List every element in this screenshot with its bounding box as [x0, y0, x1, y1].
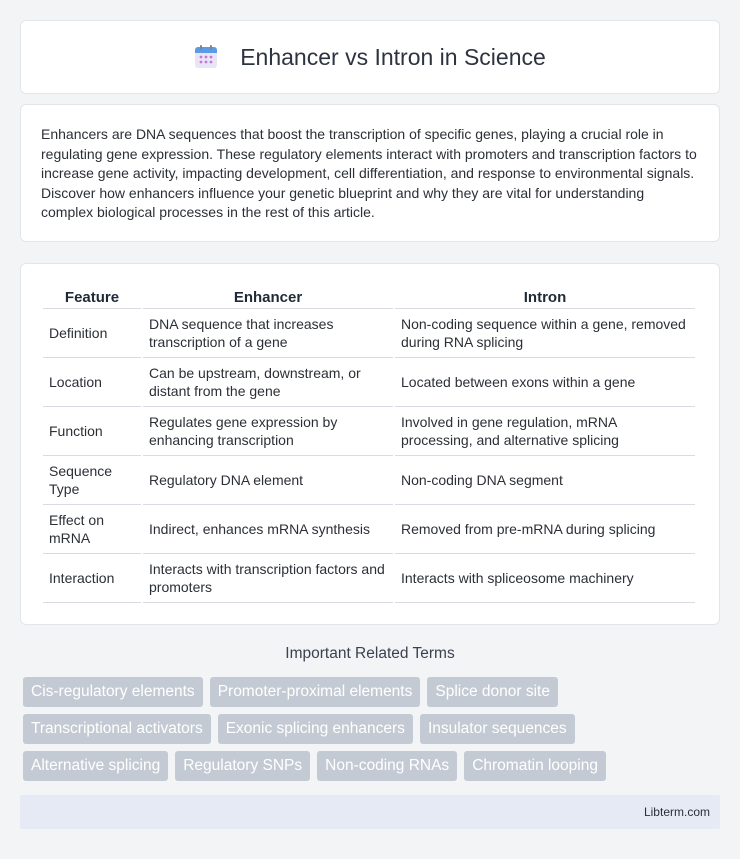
table-row: [43, 554, 695, 603]
table-row: [43, 358, 695, 407]
feature-cell: Sequence Type: [43, 456, 141, 505]
feature-cell: Interaction: [43, 554, 141, 603]
page-title: Enhancer vs Intron in Science: [240, 43, 546, 70]
feature-cell: Location: [43, 358, 141, 407]
feature-cell: Function: [43, 407, 141, 456]
related-term-tag[interactable]: Chromatin looping: [464, 751, 606, 781]
intro-paragraph: Enhancers are DNA sequences that boost the transcription of specific genes, playing a crucial role in regulating gene expression. These regulatory elements interact with promoters and transcription factors to increase gene activity, impacting development, cell differentiation, and response to environmental signals. Discover how enhancers influence your genetic blueprint and why they are vital for understanding complex biological processes in the rest of this article.: [41, 126, 697, 221]
tag-row: [23, 677, 723, 707]
enhancer-cell: Regulates gene expression by enhancing transcription: [143, 407, 393, 456]
intron-cell: Located between exons within a gene: [395, 358, 695, 407]
related-term-tag[interactable]: Splice donor site: [427, 677, 558, 707]
intron-cell: Non-coding sequence within a gene, removed during RNA splicing: [395, 309, 695, 358]
related-term-tag[interactable]: Cis-regulatory elements: [23, 677, 203, 707]
related-term-tag[interactable]: Exonic splicing enhancers: [218, 714, 413, 744]
column-header-intron: Intron: [395, 284, 695, 309]
enhancer-cell: DNA sequence that increases transcription of a gene: [143, 309, 393, 358]
enhancer-cell: Can be upstream, downstream, or distant from the gene: [143, 358, 393, 407]
related-term-tag[interactable]: Transcriptional activators: [23, 714, 211, 744]
column-header-enhancer: Enhancer: [143, 284, 393, 309]
feature-cell: Effect on mRNA: [43, 505, 141, 554]
related-term-tag[interactable]: Regulatory SNPs: [175, 751, 310, 781]
enhancer-cell: Interacts with transcription factors and promoters: [143, 554, 393, 603]
related-terms-heading: Important Related Terms: [285, 645, 455, 662]
related-term-tag[interactable]: Insulator sequences: [420, 714, 575, 744]
enhancer-cell: Regulatory DNA element: [143, 456, 393, 505]
intron-cell: Interacts with spliceosome machinery: [395, 554, 695, 603]
feature-cell: Definition: [43, 309, 141, 358]
intron-cell: Involved in gene regulation, mRNA processing, and alternative splicing: [395, 407, 695, 456]
related-term-tag[interactable]: Promoter-proximal elements: [210, 677, 421, 707]
related-term-tag[interactable]: Alternative splicing: [23, 751, 168, 781]
related-terms-list: [23, 677, 723, 788]
footer-brand-link[interactable]: Libterm.com: [643, 805, 710, 819]
column-header-feature: Feature: [43, 284, 141, 309]
calendar-icon: [194, 45, 218, 69]
enhancer-cell: Indirect, enhances mRNA synthesis: [143, 505, 393, 554]
comparison-table-card: [20, 263, 720, 625]
table-header-row: [43, 284, 695, 309]
table-row: [43, 407, 695, 456]
related-term-tag[interactable]: Non-coding RNAs: [317, 751, 457, 781]
intron-cell: Removed from pre-mRNA during splicing: [395, 505, 695, 554]
intron-cell: Non-coding DNA segment: [395, 456, 695, 505]
table-row: [43, 505, 695, 554]
tag-row: [23, 714, 723, 744]
header-card: [20, 20, 720, 94]
tag-row: [23, 751, 723, 781]
intro-card: [20, 104, 720, 242]
table-row: [43, 456, 695, 505]
footer: [20, 795, 720, 829]
comparison-table: [41, 284, 697, 603]
table-row: [43, 309, 695, 358]
